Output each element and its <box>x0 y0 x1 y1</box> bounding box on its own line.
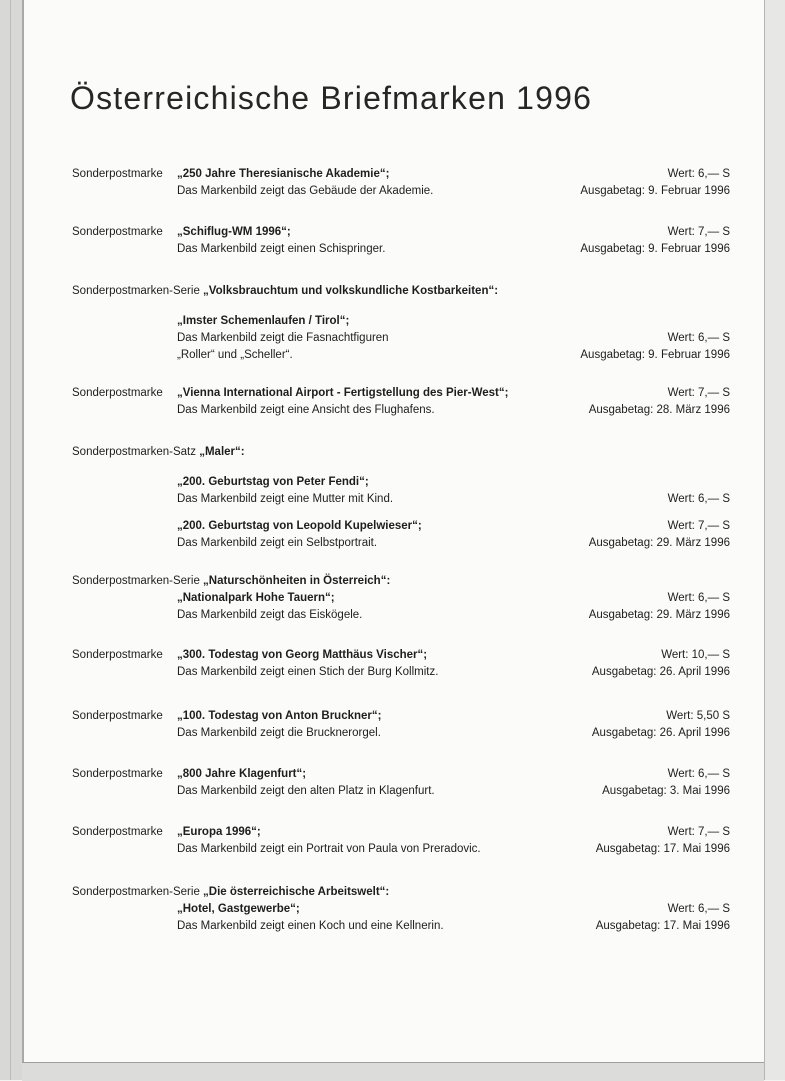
stamp-description: Das Markenbild zeigt ein Selbstportrait. <box>177 537 378 549</box>
stamp-value: Wert: 6,— S <box>667 168 730 180</box>
stamp-issue-date: Ausgabetag: 17. Mai 1996 <box>595 920 730 932</box>
stamp-kind: Sonderpostmarke <box>72 649 163 661</box>
stamp-entry <box>72 647 732 681</box>
stamp-value: Wert: 6,— S <box>667 592 730 604</box>
stamp-entry <box>72 385 732 419</box>
stamp-entry <box>72 224 732 258</box>
stamp-series-entry <box>72 283 732 364</box>
stamp-value: Wert: 6,— S <box>667 332 730 344</box>
stamp-name: „300. Todestag von Georg Matthäus Vischer“; <box>177 649 428 661</box>
stamp-description: Das Markenbild zeigt den alten Platz in Klagenfurt. <box>177 785 435 797</box>
stamp-name: „Imster Schemenlaufen / Tirol“; <box>177 315 350 327</box>
page-title: Österreichische Briefmarken 1996 <box>70 80 593 116</box>
stamp-name: „Schiflug-WM 1996“; <box>177 226 291 238</box>
stamp-name: „Europa 1996“; <box>177 826 261 838</box>
stamp-description: Das Markenbild zeigt ein Portrait von Paula von Preradovic. <box>177 843 481 855</box>
stamp-description: Das Markenbild zeigt das Gebäude der Akademie. <box>177 185 434 197</box>
stamp-description: Das Markenbild zeigt eine Mutter mit Kind. <box>177 493 394 505</box>
stamp-description: Das Markenbild zeigt die Brucknerorgel. <box>177 727 381 739</box>
stamp-issue-date: Ausgabetag: 9. Februar 1996 <box>580 185 730 197</box>
stamp-kind: Sonderpostmarken-Serie „Die österreichische Arbeitswelt“: <box>72 886 390 898</box>
series-title: „Volksbrauchtum und volkskundliche Kostbarkeiten“: <box>203 285 499 297</box>
series-title: „Die österreichische Arbeitswelt“: <box>203 886 390 898</box>
stamp-description: Das Markenbild zeigt die Fasnachtfiguren <box>177 332 389 344</box>
series-title: „Maler“: <box>199 446 245 458</box>
stamp-name: „100. Todestag von Anton Bruckner“; <box>177 710 382 722</box>
stamp-value: Wert: 6,— S <box>667 768 730 780</box>
stamp-issue-date: Ausgabetag: 29. März 1996 <box>588 609 730 621</box>
stamp-set-entry <box>72 444 732 552</box>
album-binder-edge <box>0 0 24 1080</box>
stamp-entry <box>72 766 732 800</box>
album-bottom-edge <box>22 1062 764 1081</box>
stamp-series-entry <box>72 573 732 624</box>
stamp-series-entry <box>72 884 732 935</box>
stamp-name: „Hotel, Gastgewerbe“; <box>177 903 300 915</box>
stamp-value: Wert: 7,— S <box>667 226 730 238</box>
stamp-name: „250 Jahre Theresianische Akademie“; <box>177 168 390 180</box>
stamp-value: Wert: 5,50 S <box>666 710 730 722</box>
stamp-issue-date: Ausgabetag: 28. März 1996 <box>588 404 730 416</box>
series-title: „Naturschönheiten in Österreich“: <box>203 575 391 587</box>
stamp-value: Wert: 7,— S <box>667 826 730 838</box>
stamp-value: Wert: 7,— S <box>667 387 730 399</box>
stamp-entry <box>72 166 732 200</box>
stamp-name: „200. Geburtstag von Peter Fendi“; <box>177 476 369 488</box>
stamp-name: „800 Jahre Klagenfurt“; <box>177 768 307 780</box>
stamp-description: Das Markenbild zeigt einen Koch und eine Kellnerin. <box>177 920 444 932</box>
stamp-kind: Sonderpostmarke <box>72 710 163 722</box>
stamp-description: Das Markenbild zeigt einen Stich der Burg Kollmitz. <box>177 666 439 678</box>
stamp-description: Das Markenbild zeigt das Eiskögele. <box>177 609 363 621</box>
stamp-issue-date: Ausgabetag: 3. Mai 1996 <box>602 785 730 797</box>
stamp-issue-date: Ausgabetag: 26. April 1996 <box>591 666 730 678</box>
stamp-description: Das Markenbild zeigt einen Schispringer. <box>177 243 386 255</box>
stamp-kind: Sonderpostmarken-Satz „Maler“: <box>72 446 245 458</box>
stamp-issue-date: Ausgabetag: 29. März 1996 <box>588 537 730 549</box>
stamp-kind: Sonderpostmarke <box>72 168 163 180</box>
stamp-issue-date: Ausgabetag: 9. Februar 1996 <box>580 349 730 361</box>
stamp-issue-date: Ausgabetag: 26. April 1996 <box>591 727 730 739</box>
stamp-name: „Vienna International Airport - Fertigstellung des Pier-West“; <box>177 387 509 399</box>
stamp-issue-date: Ausgabetag: 17. Mai 1996 <box>595 843 730 855</box>
stamp-kind: Sonderpostmarke <box>72 226 163 238</box>
stamp-value: Wert: 6,— S <box>667 903 730 915</box>
stamp-value: Wert: 7,— S <box>667 520 730 532</box>
stamp-kind: Sonderpostmarken-Serie „Volksbrauchtum und volkskundliche Kostbarkeiten“: <box>72 285 499 297</box>
stamp-kind: Sonderpostmarke <box>72 387 163 399</box>
stamp-description: „Roller“ und „Scheller“. <box>177 349 293 361</box>
stamp-issue-date: Ausgabetag: 9. Februar 1996 <box>580 243 730 255</box>
album-page-edge <box>764 0 785 1080</box>
stamp-value: Wert: 6,— S <box>667 493 730 505</box>
stamp-name: „Nationalpark Hohe Tauern“; <box>177 592 335 604</box>
stamp-kind: Sonderpostmarke <box>72 826 163 838</box>
stamp-entry <box>72 824 732 858</box>
stamp-kind: Sonderpostmarken-Serie „Naturschönheiten in Österreich“: <box>72 575 391 587</box>
stamp-description: Das Markenbild zeigt eine Ansicht des Flughafens. <box>177 404 435 416</box>
stamp-entry <box>72 708 732 742</box>
stamp-value: Wert: 10,— S <box>661 649 730 661</box>
stamp-kind: Sonderpostmarke <box>72 768 163 780</box>
stamp-name: „200. Geburtstag von Leopold Kupelwieser“; <box>177 520 422 532</box>
